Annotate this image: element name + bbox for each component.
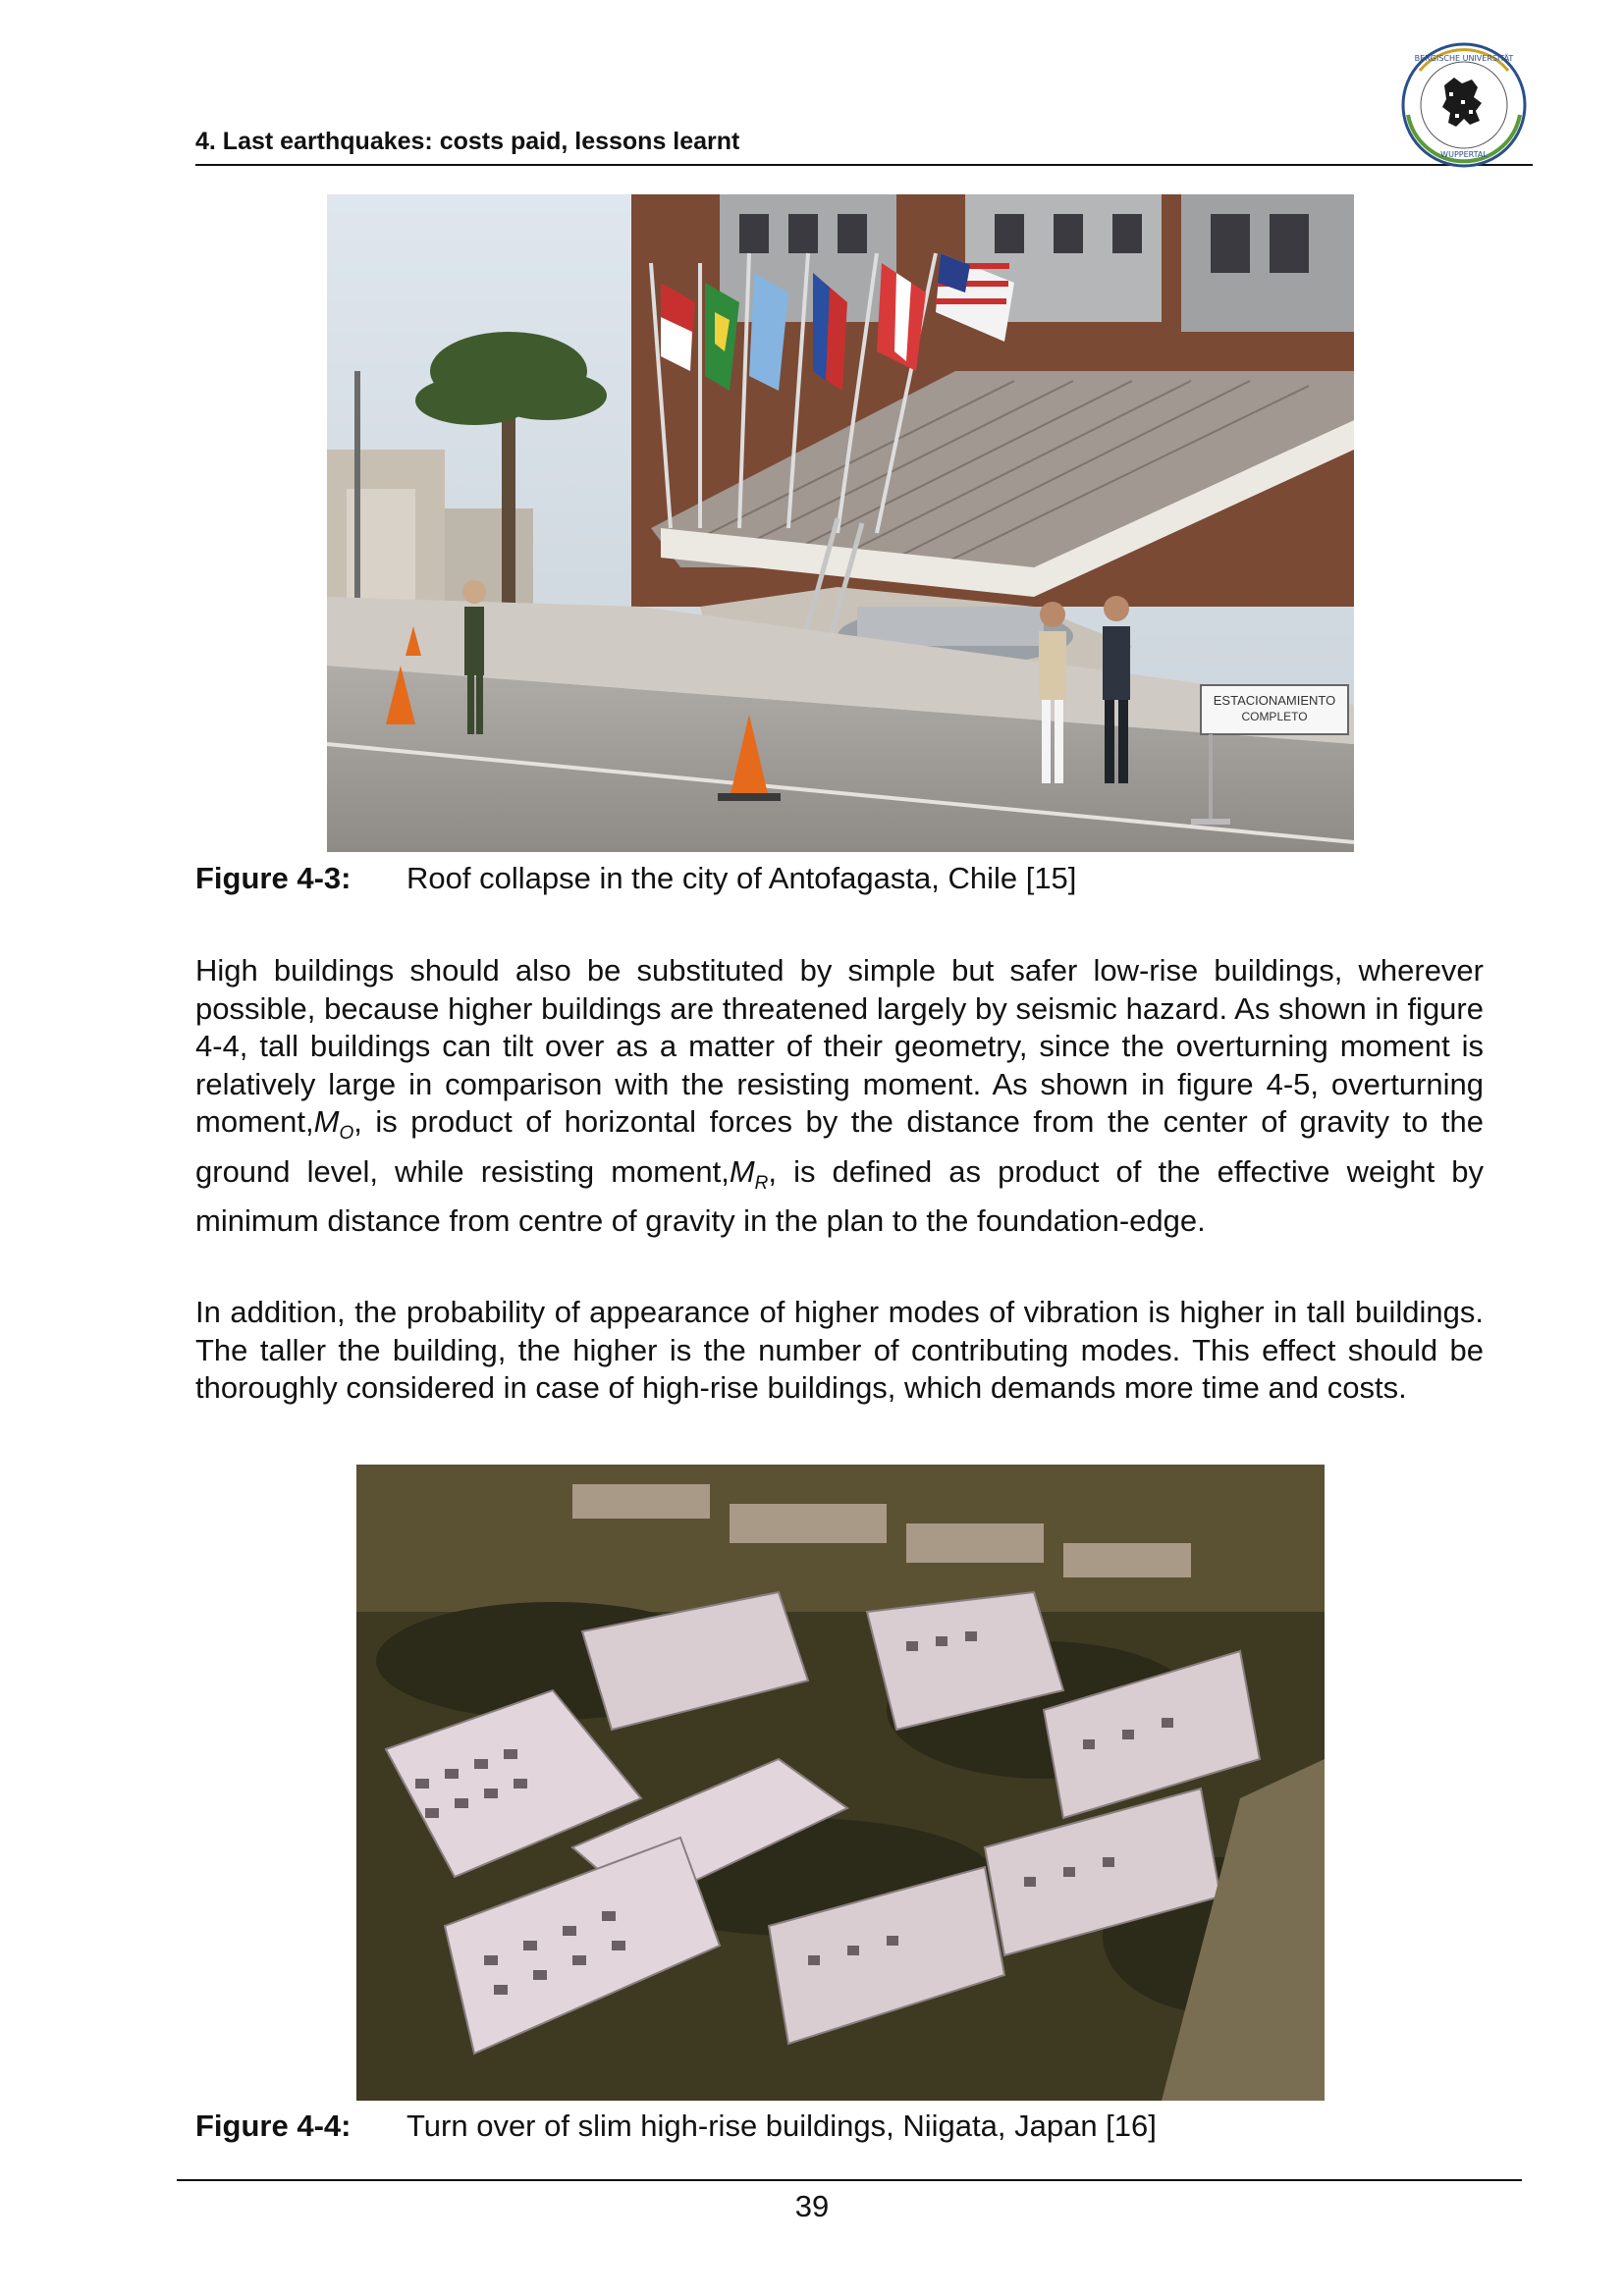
svg-text:BERGISCHE UNIVERSITÄT: BERGISCHE UNIVERSITÄT: [1414, 54, 1514, 63]
footer-rule: [177, 2179, 1522, 2181]
university-seal: [1400, 41, 1528, 169]
caption-label: Figure 4-4:: [195, 2109, 352, 2143]
caption-text: Roof collapse in the city of Antofagasta, Chile [15]: [406, 861, 1077, 895]
running-header: 4. Last earthquakes: costs paid, lessons learnt: [195, 128, 740, 155]
math-mo: $M_O$: [313, 1104, 354, 1145]
page-number: 39: [794, 2189, 830, 2223]
figure-4-3-caption: [195, 861, 1076, 896]
figure-niigata-photo: [356, 1465, 1325, 2101]
figure-roof-collapse-photo: [327, 194, 1354, 852]
header-rule: [195, 164, 1533, 166]
caption-text: Turn over of slim high-rise buildings, Niigata, Japan [16]: [406, 2109, 1157, 2143]
svg-text:ESTACIONAMIENTO: ESTACIONAMIENTO: [1213, 693, 1336, 708]
caption-label: Figure 4-3:: [195, 861, 352, 895]
svg-text:WUPPERTAL: WUPPERTAL: [1440, 150, 1488, 159]
svg-text:COMPLETO: COMPLETO: [1241, 710, 1308, 723]
body-paragraph-2: In addition, the probability of appearance of higher modes of vibration is higher in tall buildings. The taller the building, the higher is the number of contributing modes. This effect should be thoroughly considered in case of high-rise buildings, which demands more time and costs.: [195, 1295, 1484, 1405]
math-mr: $M_R$: [729, 1153, 769, 1194]
body-paragraph-1: High buildings should also be substituted by simple but safer low-rise buildings, wherever possible, because higher buildings are threatened largely by seismic hazard. As shown in figure 4-4, tall buildings can tilt over as a matter of their geometry, since the overturning moment is relatively large in comparison with the resisting moment. As shown in figure 4-5, overturning $moment,M_O$, is product of horizontal forces by the distance from the center of gravity to the ground level, while resisting $moment,M_R$, is defined as product of the effective weight by minimum distance from centre of gravity in the plan to the foundation-edge.: [195, 953, 1484, 1239]
figure-4-4-caption: [195, 2109, 1157, 2144]
